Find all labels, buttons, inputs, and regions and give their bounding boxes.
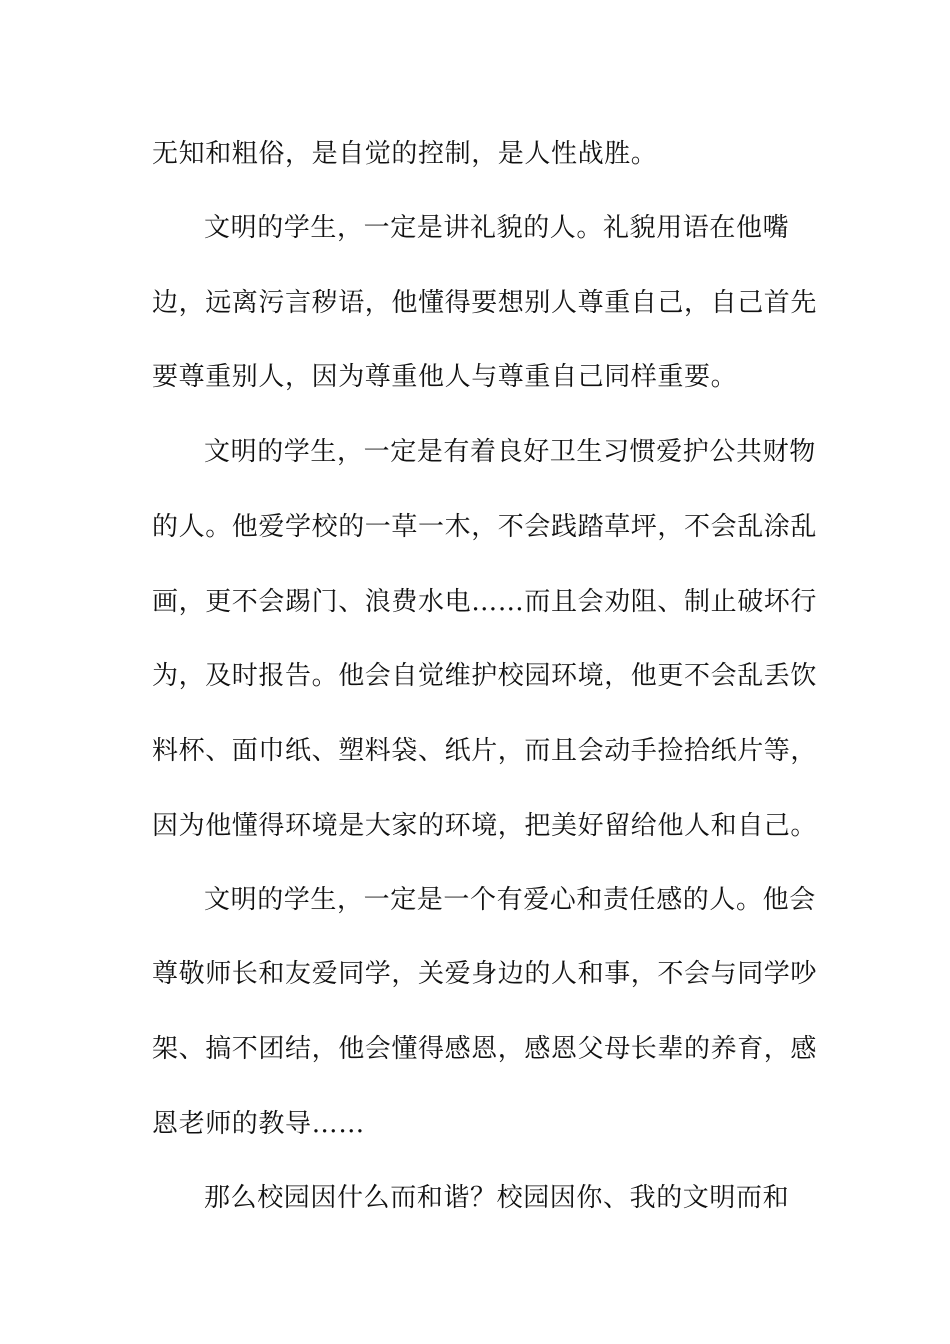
paragraph-start-line: 文明的学生，一定是讲礼貌的人。礼貌用语在他嘴 bbox=[204, 213, 790, 243]
text-line: 画，更不会踢门、浪费水电……而且会劝阻、制止破坏行 bbox=[152, 587, 818, 617]
paragraph-start-line: 那么校园因什么而和谐？校园因你、我的文明而和 bbox=[204, 1183, 790, 1213]
paragraph-start-line: 文明的学生，一定是有着良好卫生习惯爱护公共财物 bbox=[204, 437, 816, 467]
text-line: 恩老师的教导…… bbox=[152, 1109, 365, 1139]
text-line: 料杯、面巾纸、塑料袋、纸片，而且会动手捡拾纸片等， bbox=[152, 736, 818, 766]
text-line: 尊敬师长和友爱同学，关爱身边的人和事，不会与同学吵 bbox=[152, 959, 818, 989]
text-line-1: 无知和粗俗，是自觉的控制，是人性战胜。 bbox=[152, 139, 658, 169]
text-line: 因为他懂得环境是大家的环境，把美好留给他人和自己。 bbox=[152, 811, 818, 841]
text-line: 要尊重别人，因为尊重他人与尊重自己同样重要。 bbox=[152, 362, 738, 392]
paragraph-start-line: 文明的学生，一定是一个有爱心和责任感的人。他会 bbox=[204, 885, 816, 915]
text-line: 的人。他爱学校的一草一木，不会践踏草坪，不会乱涂乱 bbox=[152, 512, 818, 542]
text-line: 为，及时报告。他会自觉维护校园环境，他更不会乱丢饮 bbox=[152, 661, 818, 691]
text-line: 边，远离污言秽语，他懂得要想别人尊重自己，自己首先 bbox=[152, 288, 818, 318]
text-line: 架、搞不团结，他会懂得感恩，感恩父母长辈的养育，感 bbox=[152, 1034, 818, 1064]
